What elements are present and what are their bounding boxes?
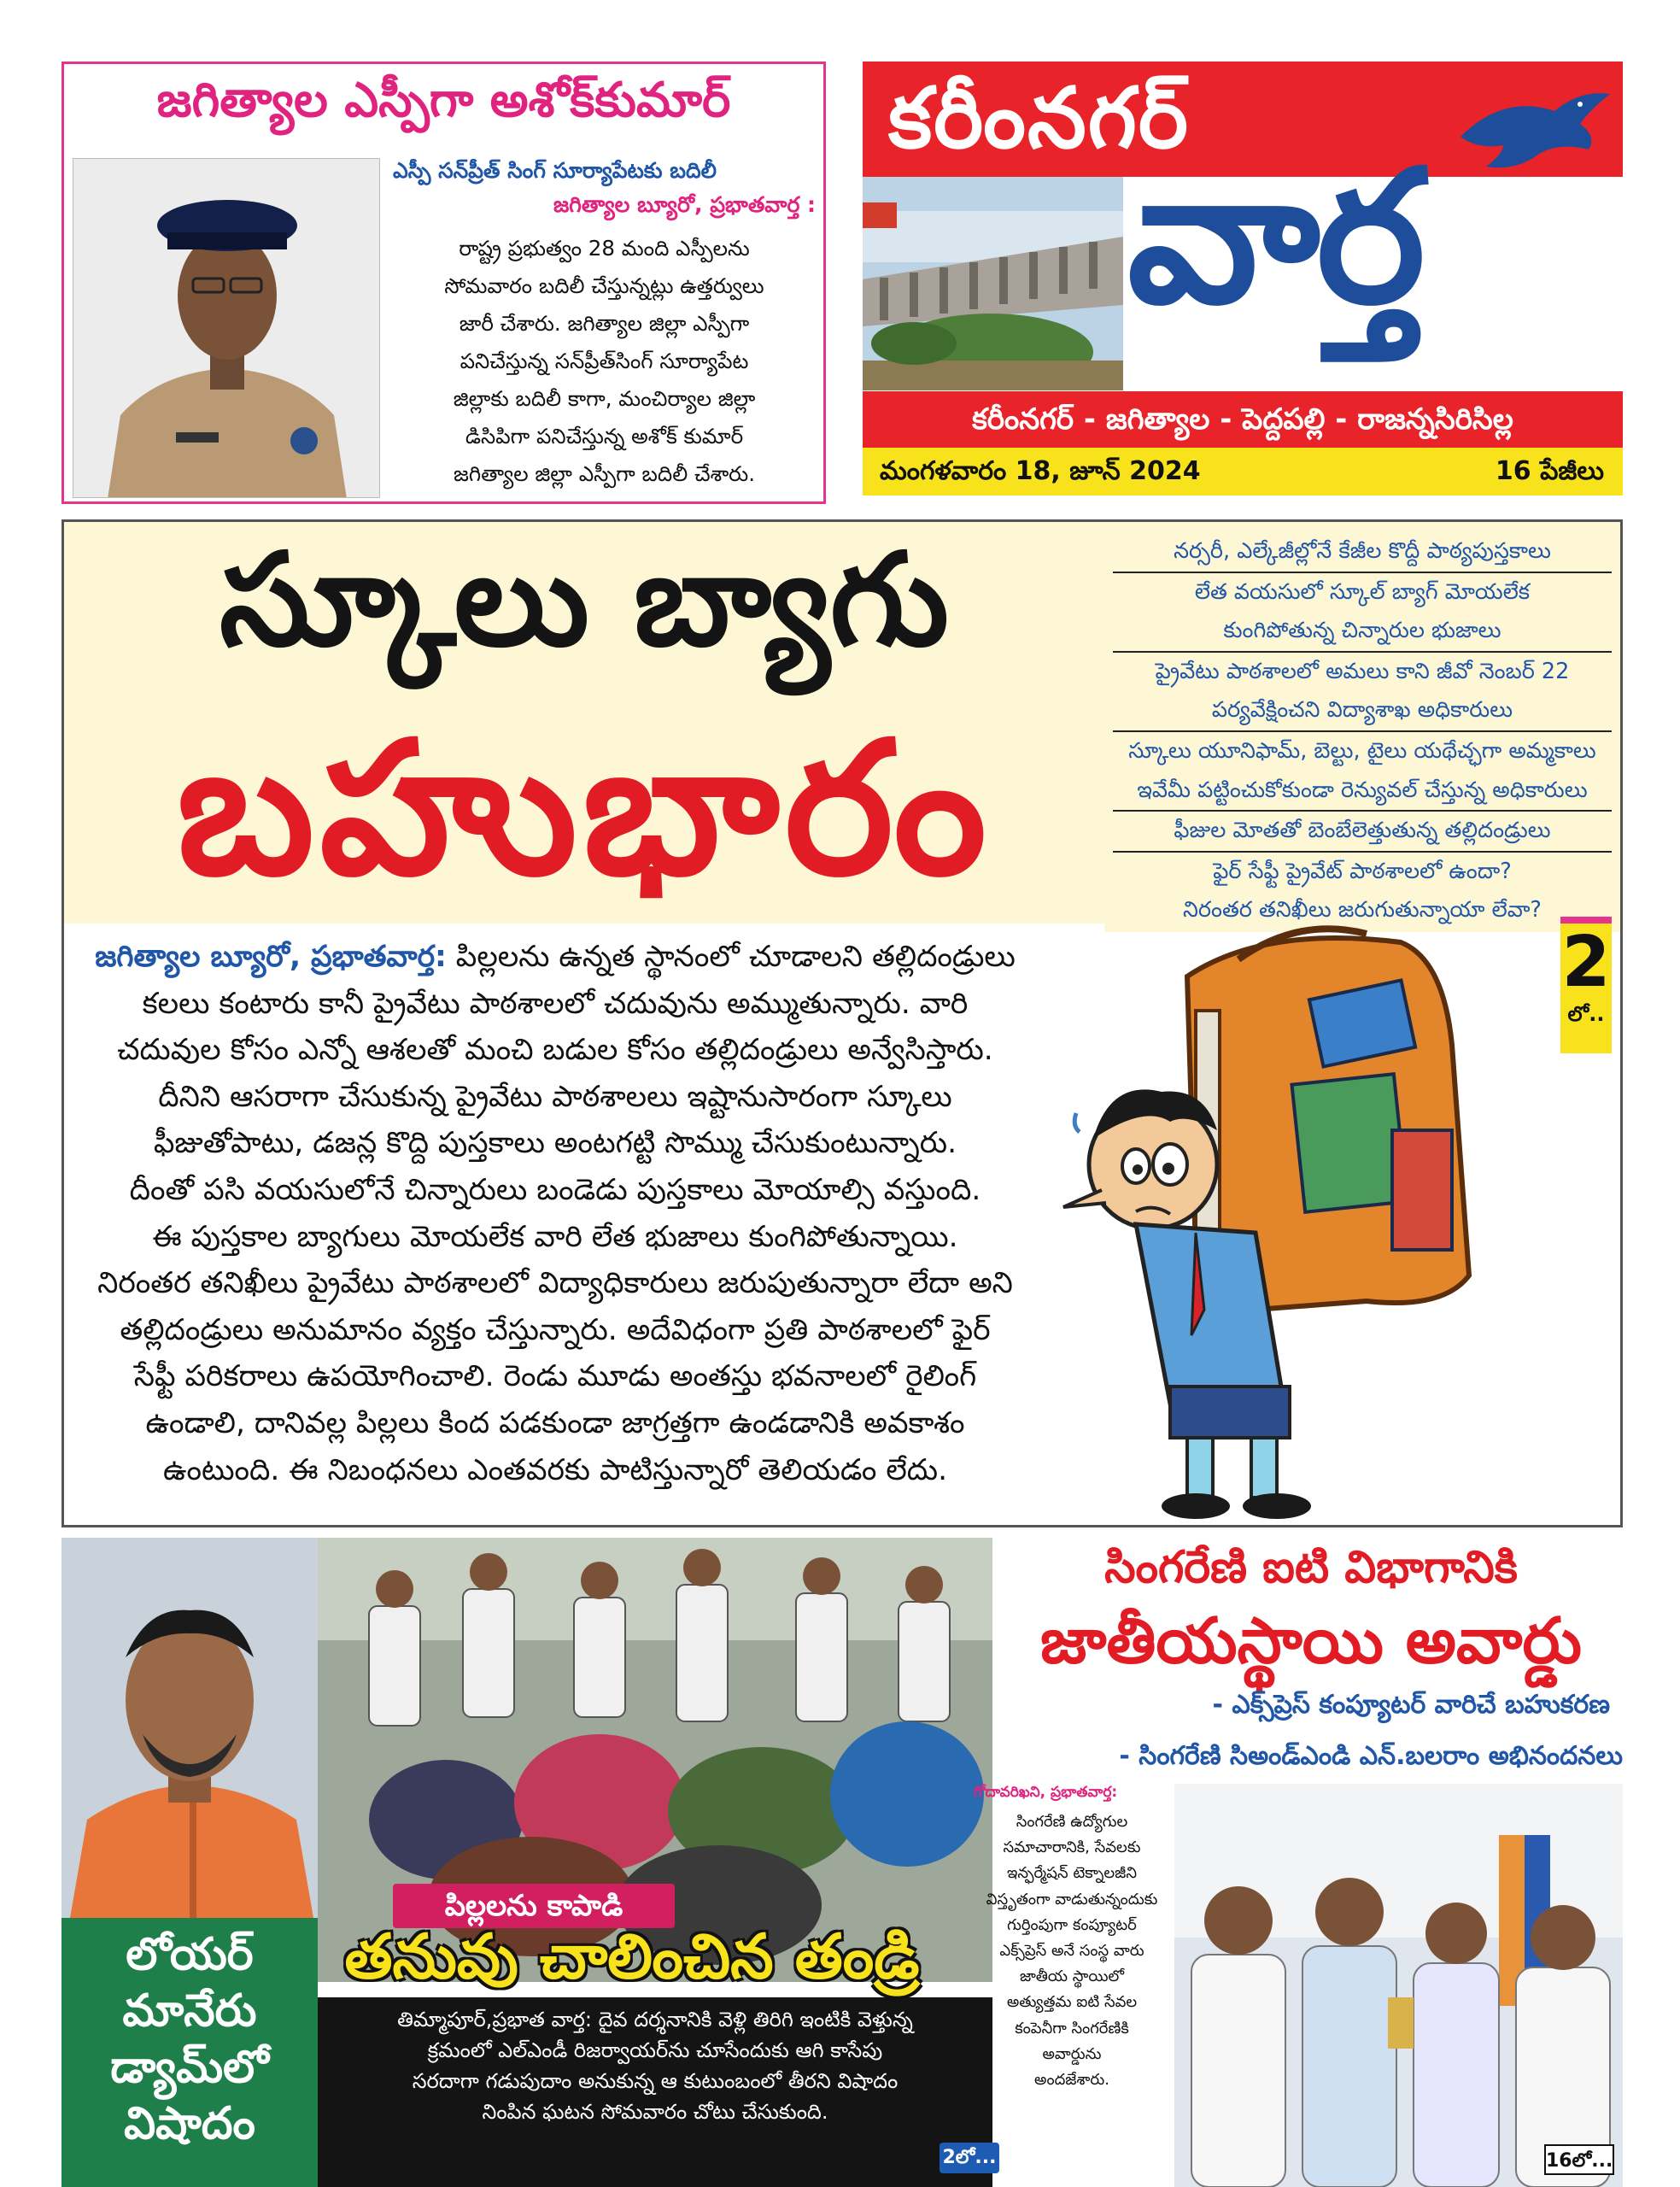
body-line: అవార్డును — [1042, 2044, 1102, 2063]
main-headline-line1: స్కూలు బ్యాగు — [220, 526, 949, 675]
highlight-item: స్కూలు యూనిఫామ్, బెల్టు, టైలు యథేచ్ఛగా అమ్మకాలు — [1128, 737, 1596, 764]
body-line: కలలు కంటారు కానీ ప్రైవేటు పాఠశాలలో చదువును అమ్ముతున్నారు. వారి — [142, 986, 969, 1021]
continued-page-ref — [1560, 917, 1612, 1053]
body-line: ఎక్స్‌ప్రెస్ అనే సంస్థ వారు — [999, 1942, 1144, 1961]
sp-story-subhead: ఎస్పీ సన్‌ప్రీత్ సింగ్ సూర్యాపేటకు బదిలీ — [393, 158, 717, 183]
sp-transfer-story — [61, 62, 826, 504]
main-story-dateline: జగిత్యాల బ్యూరో, ప్రభాతవార్త: — [95, 940, 447, 974]
highlight-item: ఇవేమీ పట్టించుకోకుండా రెన్యువల్ చేస్తున్న అధికారులు — [1113, 771, 1612, 812]
award-story-dateline: గోదావరిఖని, ప్రభాతవార్త: — [974, 1784, 1118, 1801]
body-line: ఫీజుతోపాటు, డజన్ల కొద్ది పుస్తకాలు అంటగట్టి సొమ్ము చేసుకుంటున్నారు. — [153, 1126, 957, 1161]
father-story-kicker: పిల్లలను కాపాడి — [393, 1884, 675, 1928]
label-line: లోయర్ — [126, 1929, 254, 1980]
victim-portrait-photo — [61, 1538, 318, 1918]
body-line: ఉండాలి, దానివల్ల పిల్లలు కింద పడకుండా జాగ్రత్తగా ఉండడానికి అవకాశం — [145, 1405, 965, 1440]
main-story-body — [64, 934, 1046, 1493]
father-story-page-ref: 2లో... — [940, 2143, 999, 2173]
award-point: - సింగరేణి సిఅండ్ఎండి ఎన్.బలరాం అభినందనలు — [1119, 1741, 1623, 1771]
award-headline-line2: జాతీయస్థాయి అవార్డు — [1040, 1604, 1582, 1678]
label-line: డ్యామ్‌లో — [110, 2042, 269, 2093]
award-story-body — [974, 1809, 1170, 2093]
highlight-item: నర్సరీ, ఎల్కేజీల్లోనే కేజీల కొద్దీ పాఠ్యపుస్తకాలు — [1113, 532, 1612, 573]
main-headline-line2: బహుభారం — [176, 701, 992, 916]
label-line: మానేరు — [122, 1985, 257, 2037]
highlight-item: ఫైర్ సేఫ్టీ ప్రైవేట్ పాఠశాలలో ఉందా? — [1213, 858, 1512, 884]
body-line: జగిత్యాల జిల్లా ఎస్పీగా బదిలీ చేశారు. — [454, 461, 755, 486]
body-line: సరదాగా గడుపుదాం అనుకున్న ఆ కుటుంబంలో తీరని విషాదం — [412, 2069, 899, 2093]
body-line: నిరంతర తనిఖీలు ప్రైవేటు పాఠశాలలో విద్యాధికారులు జరుపుతున్నారా లేదా అని — [97, 1266, 1013, 1301]
body-line: సమాచారానికి, సేవలకు — [1003, 1838, 1141, 1857]
body-line: జిల్లాకు బదిలీ కాగా, మంచిర్యాల జిల్లా — [453, 386, 756, 411]
issue-date: మంగళవారం 18, జూన్ 2024 — [880, 456, 1201, 486]
highlight-item: నిరంతర తనిఖీలు జరుగుతున్నాయా లేవా? — [1183, 897, 1542, 923]
dam-tragedy-label — [61, 1918, 318, 2187]
body-line: సోమవారం బదిలీ చేస్తున్నట్లు ఉత్తర్వులు — [444, 273, 764, 298]
masthead-brand-varta: వార్త — [1127, 130, 1422, 344]
body-line: దీంతో పసి వయసులోనే చిన్నారులు బండెడు పుస్తకాలు మోయాల్సి వస్తుంది. — [129, 1172, 981, 1207]
page-count: 16 పేజీలు — [1495, 456, 1604, 486]
body-line — [64, 934, 1046, 981]
dam-photo — [863, 177, 1123, 390]
body-line: చదువుల కోసం ఎన్నో ఆశలతో మంచి బడుల కోసం తల్లిదండ్రులు అన్వేసిస్తారు. — [117, 1033, 993, 1068]
body-line: ఇన్ఫర్మేషన్ టెక్నాలజీని — [1007, 1864, 1137, 1883]
award-point: - ఎక్స్‌ప్రెస్ కంప్యూటర్ వారిచే బహుకరణ — [1212, 1690, 1610, 1720]
award-headline-line1: సింగరేణి ఐటి విభాగానికి — [1104, 1542, 1518, 1593]
body-line: అందజేశారు. — [1034, 2071, 1109, 2090]
body-line-rest: పిల్లలను ఉన్నత స్థానంలో చూడాలని తల్లిదండ్రులు — [446, 940, 1016, 974]
masthead-city-title: కరీంనగర్ — [888, 70, 1191, 167]
body-line: క్రమంలో ఎల్ఎండీ రిజర్వాయర్‌ను చూసేందుకు ఆగి కాసేపు — [427, 2038, 883, 2062]
body-line: విస్తృతంగా వాడుతున్నందుకు — [986, 1890, 1158, 1908]
label-line: విషాదం — [124, 2098, 255, 2149]
body-line: తల్లిదండ్రులు అనుమానం వ్యక్తం చేస్తున్నారు. అదేవిధంగా ప్రతి పాఠశాలలో ఫైర్ — [120, 1312, 991, 1347]
father-story-headline: తనువు చాలించిన తండ్రి — [344, 1920, 920, 1992]
body-line: గుర్తింపుగా కంప్యూటర్ — [1007, 1915, 1137, 1934]
story-highlights — [1113, 532, 1612, 930]
masthead-date-band — [863, 448, 1623, 495]
highlight-item: పర్యవేక్షించని విద్యాశాఖ అధికారులు — [1113, 691, 1612, 732]
father-story-body — [318, 2004, 992, 2127]
schoolboy-heavy-bag-cartoon — [1042, 908, 1554, 1527]
award-story-page-ref: 16లో... — [1544, 2144, 1614, 2175]
body-line: నింపిన ఘటన సోమవారం చోటు చేసుకుంది. — [482, 2100, 828, 2124]
body-line: సేఫ్టీ పరికరాలు ఉపయోగించాలి. రెండు మూడు అంతస్తు భవనాలలో రైలింగ్ — [133, 1359, 977, 1394]
sp-story-body — [393, 230, 816, 493]
body-line: జారీ చేశారు. జగిత్యాల జిల్లా ఎస్పీగా — [459, 311, 750, 336]
body-line: కంపెనీగా సింగరేణికి — [1015, 2019, 1129, 2037]
page-ref-suffix: లో.. — [1567, 1002, 1605, 1026]
page-ref-number: 2 — [1561, 922, 1611, 1003]
body-line: అత్యుత్తమ ఐటి సేవల — [1006, 1993, 1138, 2012]
highlight-item: ఫీజుల మోతతో బెంబేలెత్తుతున్న తల్లిదండ్రులు — [1113, 812, 1612, 853]
body-line: రాష్ట్ర ప్రభుత్వం 28 మంది ఎస్పీలను — [459, 236, 750, 261]
highlight-item: ప్రైవేటు పాఠశాలలో అమలు కాని జీవో నెంబర్ 22 — [1155, 658, 1570, 684]
body-line: ఈ పుస్తకాల బ్యాగులు మోయలేక వారి లేత భుజాలు కుంగిపోతున్నాయి. — [152, 1219, 958, 1254]
body-line: పనిచేస్తున్న సన్‌ప్రీత్‌సింగ్ సూర్యాపేట — [460, 349, 749, 373]
body-line: సింగరేణి ఉద్యోగుల — [1016, 1813, 1128, 1831]
masthead-districts: కరీంనగర్ - జగిత్యాల - పెద్దపల్లి - రాజన్నసిరిసిల్ల — [863, 391, 1623, 448]
body-line: దీనిని ఆసరాగా చేసుకున్న ప్రైవేటు పాఠశాలలు ఇష్టానుసారంగా స్కూలు — [158, 1079, 952, 1114]
police-officer-photo — [73, 158, 380, 498]
body-line: జాతీయ స్థాయిలో — [1019, 1967, 1124, 1986]
school-bag-story — [61, 519, 1623, 1527]
body-line: తిమ్మాపూర్,ప్రభాత వార్త: దైవ దర్శనానికి వెళ్లి తిరిగి ఇంటికి వెళ్తున్న — [397, 2008, 913, 2032]
sp-story-dateline: జగిత్యాల బ్యూరో, ప్రభాతవార్త : — [553, 192, 816, 217]
highlight-item: కుంగిపోతున్న చిన్నారుల భుజాలు — [1113, 612, 1612, 653]
body-line: ఉంటుంది. ఈ నిబంధనలు ఎంతవరకు పాటిస్తున్నారో తెలియడం లేదు. — [162, 1452, 948, 1487]
award-ceremony-photo — [1174, 1784, 1623, 2187]
highlight-item: లేత వయసులో స్కూల్ బ్యాగ్ మోయలేక — [1194, 578, 1531, 605]
body-line: డిసిపిగా పనిచేస్తున్న అశోక్ కుమార్ — [465, 424, 744, 449]
sp-story-headline: జగిత్యాల ఎస్పీగా అశోక్‌కుమార్ — [156, 73, 731, 128]
